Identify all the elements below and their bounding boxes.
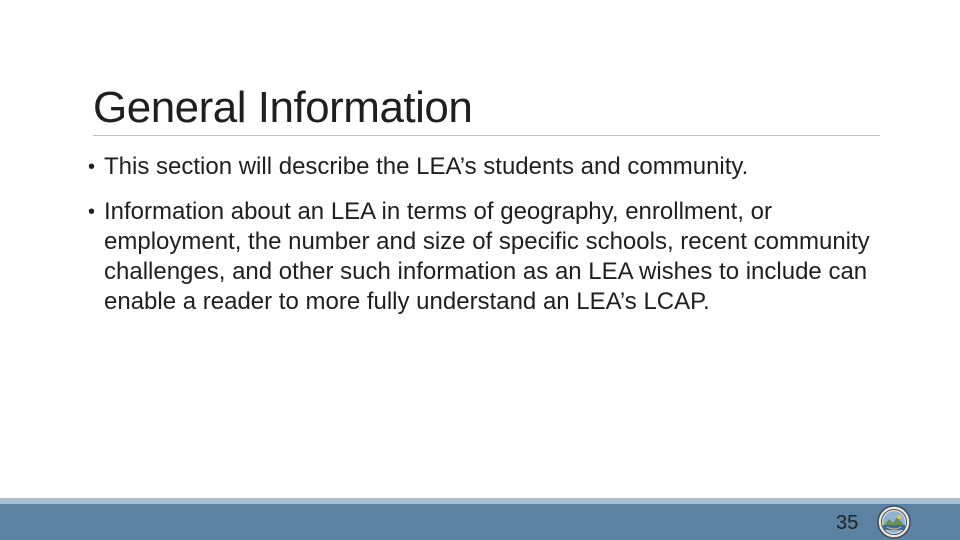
bullet-item xyxy=(88,152,878,182)
bullet-text: Information about an LEA in terms of geography, enrollment, or employment, the number and size of specific schools, recent community challenges, and other such information as an LEA wishes to include can enable a reader to more fully understand an LEA’s LCAP. xyxy=(104,198,870,315)
bullet-text: This section will describe the LEA’s students and community. xyxy=(104,153,749,180)
footer-band xyxy=(0,498,960,540)
page-number: 35 xyxy=(836,512,859,534)
state-seal-icon xyxy=(877,505,911,539)
bullet-list xyxy=(88,152,878,332)
bullet-icon: • xyxy=(88,201,96,223)
bullet-icon: • xyxy=(88,156,96,178)
title-divider xyxy=(93,135,880,136)
slide-title: General Information xyxy=(93,83,473,132)
bullet-item xyxy=(88,197,878,317)
footer-band-highlight xyxy=(0,498,960,504)
